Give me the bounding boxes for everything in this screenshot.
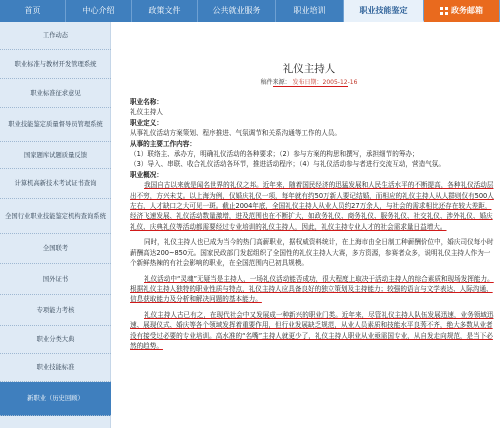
nav-tab-affairs-mailbox[interactable] [424,0,500,22]
section-heading-duties: 从事的主要工作内容： [130,139,196,148]
article-meta [118,77,500,86]
duties-line-2: （3）导入、串联、收合礼仪活动各环节，推进活动程序；（4）与礼仪活动参与者进行交流互动，营造气氛。 [130,160,445,169]
sidebar-item-quality-supervisor[interactable]: 职业技能鉴定质量督导员管理系统 [0,108,111,142]
occupation-definition: 从事礼仪活动方案策划、程序推进、气氛调节和关系沟通等工作的人员。 [130,129,341,138]
sidebar-item-computer-exam[interactable]: 计算机高新技术考试证书查询 [0,169,111,199]
sidebar-item-national-exam[interactable]: 全国联考 [0,234,111,264]
sidebar-item-question-bank-feedback[interactable]: 国家题库试题质量反馈 [0,142,111,169]
duties-line-1: （1）联络主、承办方，明确礼仪活动的各种要求；（2）参与方案的构思和撰写，承担细节的筹办； [130,150,419,159]
nav-tab-home[interactable]: 首页 [0,0,66,22]
sidebar-item-new-occupations[interactable]: 新职业（历史回顾） [0,382,111,416]
occupation-name: 礼仪主持人 [130,108,163,117]
overview-paragraph-4: 礼仪主持人古已有之，在现代社会中又发展成一种新兴的职业门类。近年来，尽管礼仪主持人队伍发展迅速，业务领域迅速、展现仪式、婚庆等各个领域发挥着重要作用，但行业发展缺乏规范，从业人员素质和技能水平良莠不齐，绝大多数从业者没有接受过必要的专业培训。高水准的“名嘴”主持人就更少了，礼仪主持人职业从业亟需国专业，从自发走向规范，是当下必然的趋势。 [130,310,494,350]
overview-paragraph-2: 同时，礼仪主持人也已成为当今的热门高薪职业，据权威资料统计，在上海市由全日制工种薪酬价位中，婚庆司仪每小时薪酬高达200~850元。国家民政部门发起组织了全国性的礼仪主持人大赛，多方资源，参赛者众多，说明礼仪主持人作为一个新鲜热辣的有社会影响的职业，在全国范围内已初具规模。 [130,238,494,268]
sidebar-item-classification[interactable]: 职业分类大典 [0,326,111,354]
sidebar-item-institution-query[interactable]: 全国行业职业技能鉴定机构查询系统 [0,199,111,234]
publish-date: 发布日期：2005-12-16 [292,79,358,86]
nav-tab-employment-service[interactable]: 公共就业服务 [198,0,276,22]
nav-tab-skill-appraisal[interactable]: 职业技能鉴定 [344,0,424,22]
sidebar-item-work-news[interactable]: 工作动态 [0,22,111,50]
sidebar-item-standard-system[interactable]: 职业标准与教材开发管理系统 [0,50,111,79]
affairs-mailbox-label: 政务邮箱 [451,6,483,15]
grid-icon [440,7,448,15]
sidebar-item-standard-feedback[interactable]: 职业标准征求意见 [0,79,111,108]
sidebar-item-foreign-certificate[interactable]: 国外证书 [0,264,111,295]
source-label: 稿件来源： [260,79,291,86]
nav-tab-vocational-training[interactable]: 职业培训 [276,0,344,22]
article-title: 礼仪主持人 [282,63,336,75]
sidebar-item-skill-standard[interactable]: 职业技能标准 [0,354,111,382]
sidebar [0,22,111,428]
section-heading-definition: 职业定义： [130,118,163,127]
article-body [130,97,494,351]
nav-tab-policy[interactable]: 政策文件 [132,0,198,22]
section-heading-name: 职业名称： [130,98,163,106]
top-nav [0,0,500,22]
sidebar-item-special-ability[interactable]: 专项能力考核 [0,295,111,326]
section-heading-overview: 职业概况： [130,170,163,179]
overview-paragraph-3: 礼仪活动中“灵魂”无疑当是主持人，一场礼仪活动能否成功，很大程度上取决于活动主持人的综合素质和现场发挥能力。根据礼仪主持人独特的职业性质与特点，礼仪主持人应具备良好的独立策划及主持能力；较强的语言与文学表达、人际沟通、信息获取能力及分析和解决问题的基本能力。 [130,274,494,304]
overview-paragraph-1: 我国自古以来就是闻名世界的礼仪之邦。近年来，随着国民经济的迅猛发展和人民生活水平的不断提高，各种礼仪活动层出不穷，方兴未艾。以上海为例，仅婚庆礼仪一项，每年就有约50万新人要记结婚，而相应的礼仪主持人从人群则仅有500人左右，人才缺口之大可见一斑。截止2004年底，全国礼仪主持人从业人员约27万余人，与社会的需求相比还存在较大差距，经济飞速发展、礼仪活动数量激增，进及范围也在不断扩大，如政务礼仪、商务礼仪、服务礼仪、社交礼仪、涉外礼仪、婚庆礼仪、庆典礼仪等活动都需要经过专业培训的礼仪主持人，因此，礼仪主持专业人才的社会需求量日益增大。 [130,181,494,231]
nav-tab-center-intro[interactable]: 中心介绍 [66,0,132,22]
date-underline [273,86,348,87]
main-content [118,22,500,428]
